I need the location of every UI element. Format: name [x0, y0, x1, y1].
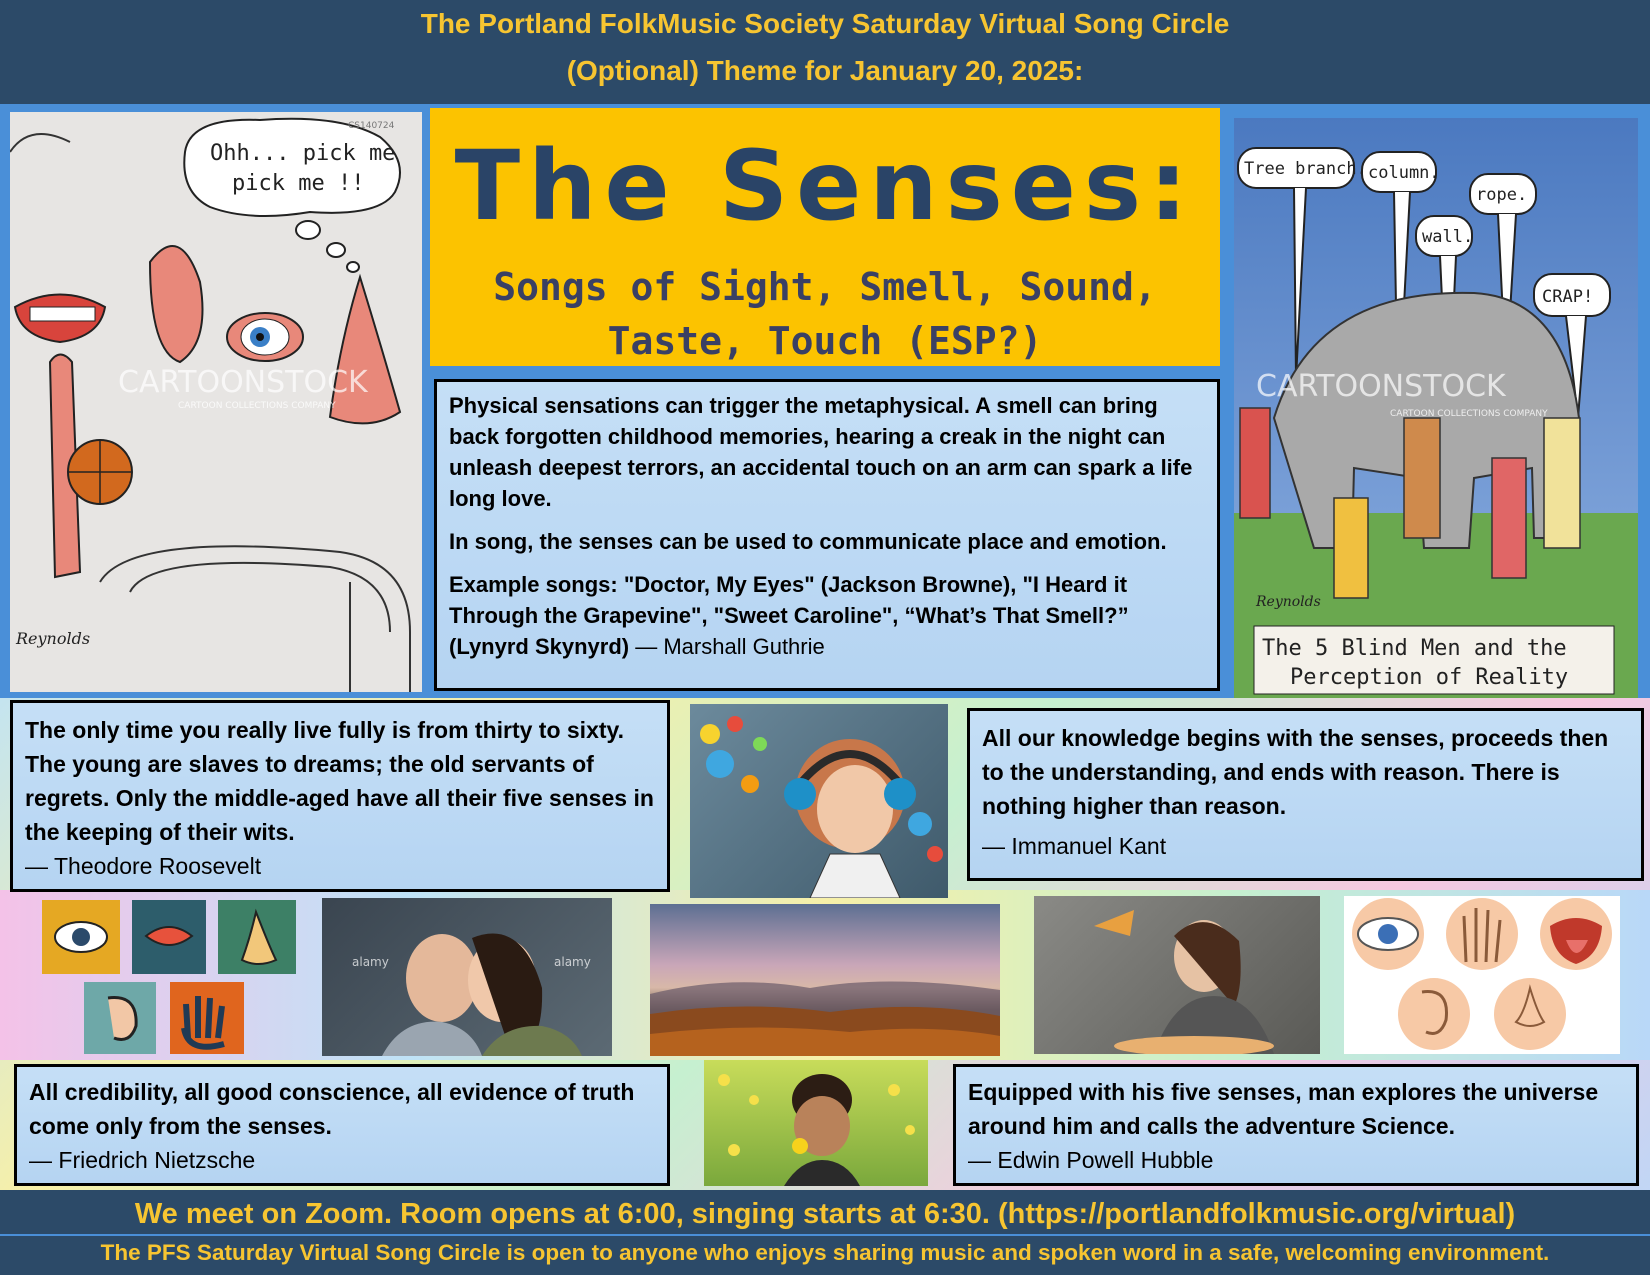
cartoon-left-signature: Reynolds [16, 629, 91, 648]
cartoon-blind-men-elephant [1234, 118, 1638, 698]
quote-roosevelt-author: — Theodore Roosevelt [25, 853, 262, 879]
quote-kant-text: All our knowledge begins with the senses, proceeds then to the understanding, and ends with reason. There is nothing higher than reason. [982, 725, 1609, 819]
photo-couple-watermark-2: alamy [554, 955, 591, 969]
photo-couple-embrace [322, 898, 612, 1056]
cartoon-right-watermark-sub: CARTOON COLLECTIONS COMPANY [1390, 409, 1548, 419]
photo-woman-eating-pizza [1034, 896, 1320, 1054]
quote-roosevelt [10, 700, 670, 892]
intro-text-box [434, 379, 1220, 691]
blind-man-bubble-2: column. [1368, 163, 1440, 183]
cartoon-right-watermark: CARTOONSTOCK [1256, 369, 1506, 404]
header-subtitle: (Optional) Theme for January 20, 2025: [566, 55, 1084, 86]
intro-paragraph-3 [449, 569, 1205, 662]
quote-hubble [953, 1064, 1639, 1186]
theme-subtitle-line-1: Songs of Sight, Smell, Sound, [493, 265, 1157, 309]
quote-nietzsche-text: All credibility, all good conscience, all evidence of truth come only from the senses. [29, 1079, 635, 1139]
blind-man-bubble-5: CRAP! [1542, 287, 1594, 307]
theme-title-box [430, 108, 1220, 366]
quote-hubble-text: Equipped with his five senses, man explores the universe around him and calls the adventure Science. [968, 1079, 1599, 1139]
cartoon-elephant-drawing [1234, 118, 1638, 698]
cartoon-right-caption-1: The 5 Blind Men and the [1262, 636, 1567, 661]
quote-nietzsche-author: — Friedrich Nietzsche [29, 1147, 256, 1173]
theme-subtitle [470, 260, 1180, 368]
cartoon-left-stock-id: CS140724 [348, 121, 395, 131]
cartoon-left-watermark: CARTOONSTOCK [118, 365, 368, 400]
footer-divider [0, 1234, 1650, 1236]
blind-man-bubble-4: rope. [1476, 185, 1528, 205]
photo-woman-headphones [690, 704, 948, 898]
intro-paragraph-1: Physical sensations can trigger the metaphysical. A smell can bring back forgotten childhood memories, hearing a creak in the night can unleash deepest terrors, an accidental touch on an arm can spark a life long love. [449, 393, 1193, 511]
cartoon-left-bubble-1: Ohh... pick me [210, 141, 396, 166]
intro-example-songs: Example songs: "Doctor, My Eyes" (Jackson Browne), "I Heard it Through the Grapevine", "Sweet Caroline", “What’s That Smell?” (Lynyrd Skynyrd) [449, 572, 1129, 659]
senses-body-parts-illustration [1344, 896, 1620, 1054]
header-title: The Portland FolkMusic Society Saturday Virtual Song Circle [420, 8, 1230, 39]
photo-child-smelling-flower [704, 1060, 928, 1186]
pizza-drawing [1034, 896, 1320, 1054]
footer-welcome: The PFS Saturday Virtual Song Circle is open to anyone who enjoys sharing music and spoken word in a safe, welcoming environment. [100, 1240, 1550, 1265]
cartoon-right-signature: Reynolds [1256, 594, 1321, 610]
cartoon-left-bubble-2: pick me !! [232, 171, 365, 196]
body-parts-drawing [1344, 896, 1620, 1054]
headphones-drawing [690, 704, 948, 898]
theme-title: The Senses: [454, 130, 1196, 242]
couple-drawing [322, 898, 612, 1056]
intro-author: — Marshall Guthrie [629, 634, 825, 659]
senses-icons-drawing [38, 898, 300, 1056]
cartoon-senses-drawing [10, 112, 422, 692]
senses-icons-tiles [38, 898, 300, 1056]
theme-subtitle-line-2: Taste, Touch (ESP?) [607, 319, 1043, 363]
blind-man-bubble-3: wall. [1422, 227, 1474, 247]
footer-meeting-info: We meet on Zoom. Room opens at 6:00, singing starts at 6:30. (https://portlandfolkmusic.org/virtual) [134, 1198, 1516, 1230]
page-header [0, 0, 1650, 108]
quote-kant-author: — Immanuel Kant [982, 833, 1167, 859]
cartoon-right-caption-2: Perception of Reality [1290, 665, 1569, 690]
page-footer [0, 1190, 1650, 1275]
photo-couple-watermark: alamy [352, 955, 389, 969]
quote-hubble-author: — Edwin Powell Hubble [968, 1147, 1214, 1173]
cartoon-senses-pick-me [10, 112, 422, 692]
quote-nietzsche [14, 1064, 670, 1186]
photo-autumn-landscape [650, 904, 1000, 1056]
intro-paragraph-2: In song, the senses can be used to communicate place and emotion. [449, 529, 1167, 554]
child-drawing [704, 1060, 928, 1186]
cartoon-left-watermark-sub: CARTOON COLLECTIONS COMPANY [178, 401, 336, 411]
quote-kant [967, 708, 1644, 881]
blind-man-bubble-1: Tree branch. [1244, 159, 1367, 179]
quote-roosevelt-text: The only time you really live fully is from thirty to sixty. The young are slaves to dreams; the old servants of regrets. Only the middle-aged have all their five senses in the keeping of their wits. [25, 717, 654, 845]
landscape-drawing [650, 904, 1000, 1056]
